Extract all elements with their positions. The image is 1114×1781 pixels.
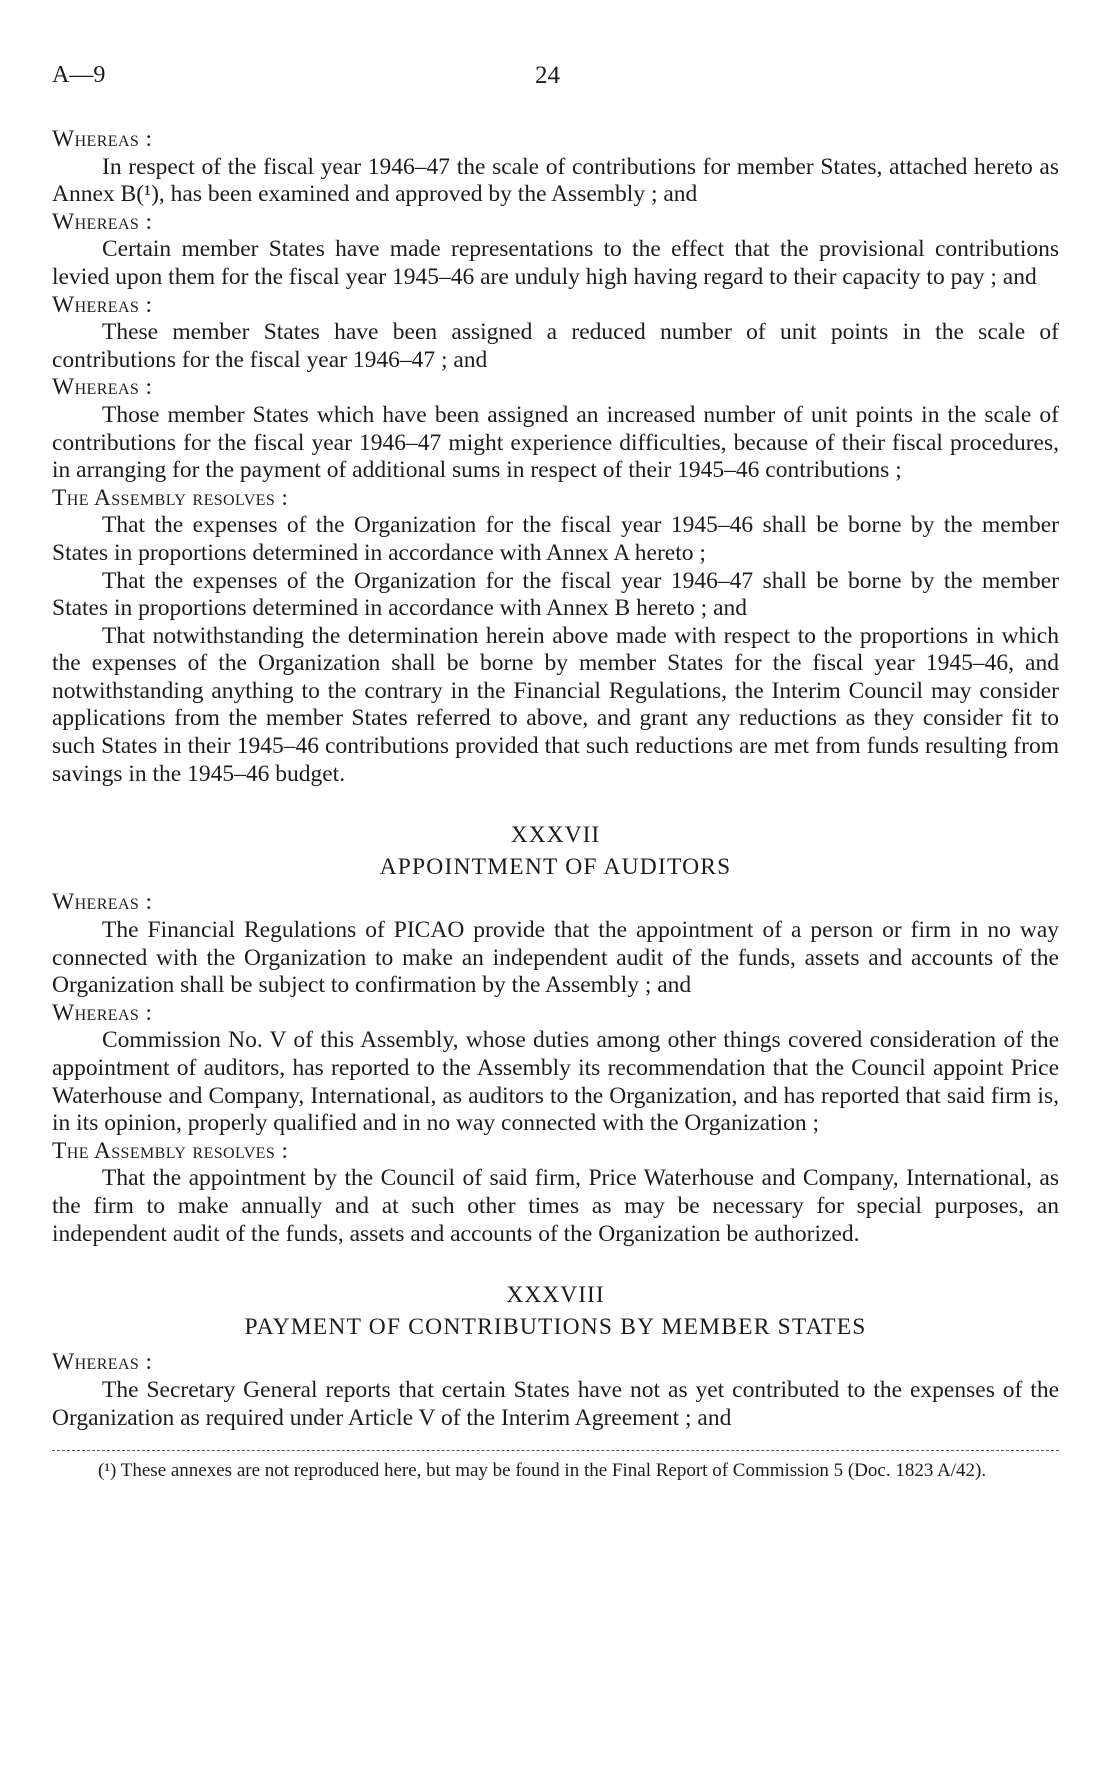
resolution-paragraph: That the expenses of the Organization for the fiscal year 1946–47 shall be borne by the member States in proportions determined in accordance with Annex B hereto ; and <box>52 567 1059 622</box>
whereas-paragraph: The Secretary General reports that certain States have not as yet contributed to the expenses of the Organization as required under Article V of the Interim Agreement ; and <box>52 1376 1059 1431</box>
section-numeral: XXXVII <box>510 822 601 849</box>
whereas-paragraph: Those member States which have been assigned an increased number of unit points in the scale of contributions for the fiscal year 1946–47 might experience difficulties, because of their fiscal procedures, in arranging for the payment of additional sums in respect of their 1945–46 contributions ; <box>52 401 1059 484</box>
page-number: 24 <box>535 62 560 89</box>
whereas-label: Whereas : <box>52 126 153 152</box>
footnote-divider <box>52 1450 1059 1451</box>
footnote: (¹) These annexes are not reproduced here, but may be found in the Final Report of Commission 5 (Doc. 1823 A/42). <box>98 1460 987 1482</box>
resolves-label: The Assembly resolves : <box>52 1137 289 1164</box>
whereas-label: Whereas : <box>52 889 153 916</box>
section-title: APPOINTMENT OF AUDITORS <box>379 853 732 880</box>
whereas-paragraph: These member States have been assigned a reduced number of unit points in the scale of contributions for the fiscal year 1946–47 ; and <box>52 319 1059 373</box>
whereas-label: Whereas : <box>52 374 153 401</box>
page-header <box>52 62 1059 98</box>
section-title: PAYMENT OF CONTRIBUTIONS BY MEMBER STATES <box>244 1313 867 1340</box>
resolution-paragraph: That the expenses of the Organization for the fiscal year 1945–46 shall be borne by the member States in proportions determined in accordance with Annex A hereto ; <box>52 512 1059 566</box>
whereas-label: Whereas : <box>52 1349 153 1376</box>
whereas-label: Whereas : <box>52 208 153 235</box>
resolves-label: The Assembly resolves : <box>52 484 289 511</box>
page-reference: A—9 <box>52 62 106 88</box>
document-body <box>52 126 1059 1482</box>
whereas-paragraph: In respect of the fiscal year 1946–47 the scale of contributions for member States, attached hereto as Annex B(¹), has been examined and approved by the Assembly ; and <box>52 153 1059 208</box>
whereas-paragraph: The Financial Regulations of PICAO provide that the appointment of a person or firm in no way connected with the Organization to make an independent audit of the funds, assets and accounts of the Organization shall be subject to confirmation by the Assembly ; and <box>52 917 1059 999</box>
whereas-paragraph: Commission No. V of this Assembly, whose duties among other things covered consideration of the appointment of auditors, has reported to the Assembly its recommendation that the Council appoint Price Waterhouse and Company, International, as auditors to the Organization, and has reported that said firm is, in its opinion, properly qualified and in no way connected with the Organization ; <box>52 1027 1059 1137</box>
whereas-paragraph: Certain member States have made representations to the effect that the provisional contributions levied upon them for the fiscal year 1945–46 are unduly high having regard to their capacity to pay ; and <box>52 236 1059 290</box>
resolution-paragraph: That notwithstanding the determination herein above made with respect to the proportions in which the expenses of the Organization shall be borne by member States for the fiscal year 1945–46, and notwithstanding anything to the contrary in the Financial Regulations, the Interim Council may consider applications from the member States referred to above, and grant any reductions as they consider fit to such States in their 1945–46 contributions provided that such reductions are met from funds resulting from savings in the 1945–46 budget. <box>52 622 1059 787</box>
whereas-label: Whereas : <box>52 291 153 318</box>
resolution-paragraph: That the appointment by the Council of said firm, Price Waterhouse and Company, International, as the firm to make annually and at such other times as may be necessary for special purposes, an independent audit of the funds, assets and accounts of the Organization be authorized. <box>52 1165 1059 1247</box>
whereas-label: Whereas : <box>52 999 153 1026</box>
section-numeral: XXXVIII <box>506 1282 605 1309</box>
